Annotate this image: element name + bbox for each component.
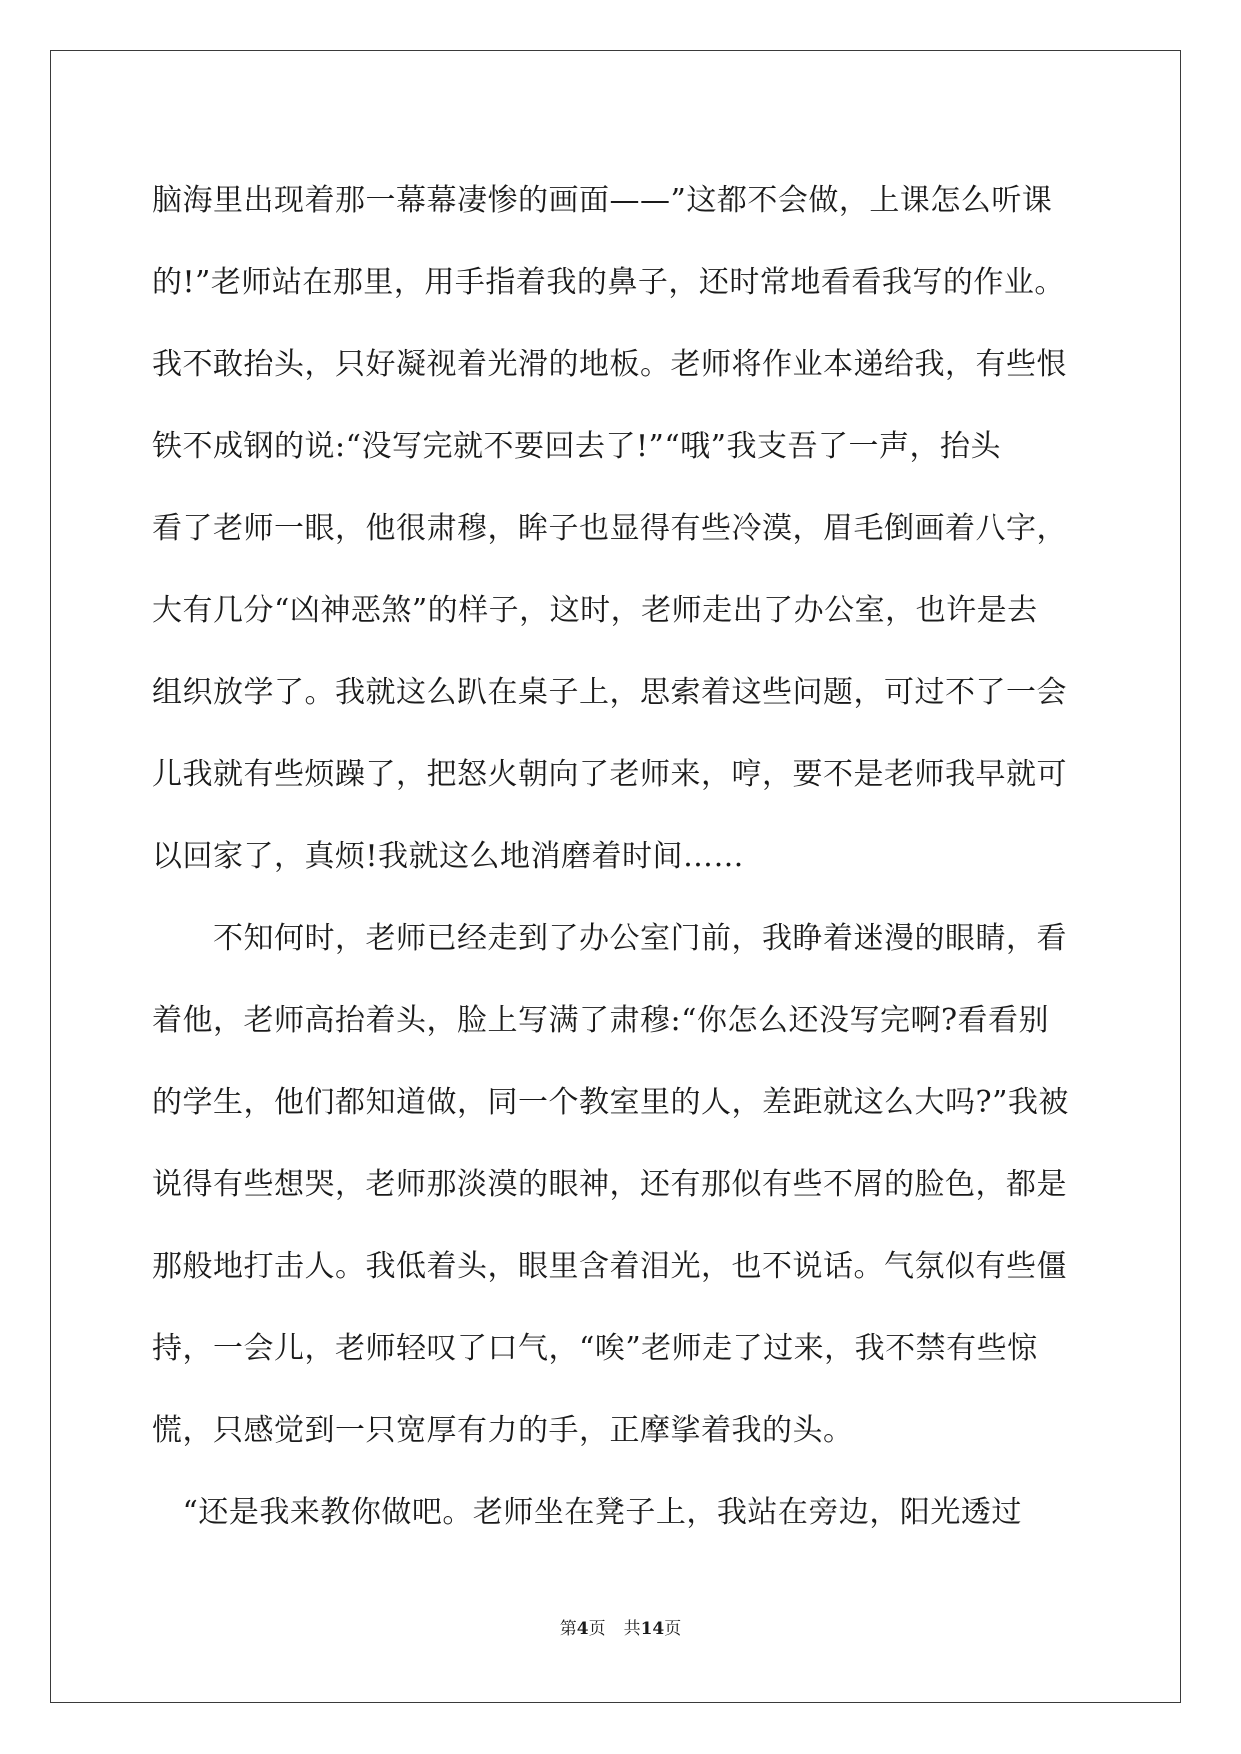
text-line: 持，一会儿，老师轻叹了口气，“唉”老师走了过来，我不禁有些惊: [152, 1331, 1038, 1366]
text-line: 说得有些想哭，老师那淡漠的眼神，还有那似有些不屑的脸色，都是: [152, 1167, 1067, 1202]
text-line: 铁不成钢的说:“没写完就不要回去了!”“哦”我支吾了一声，抬头: [152, 429, 1002, 464]
text-line: 慌，只感觉到一只宽厚有力的手，正摩挲着我的头。: [152, 1413, 854, 1448]
text-line: 脑海里出现着那一幕幕凄惨的画面——”这都不会做，上课怎么听课: [152, 183, 1053, 218]
text-line: 的学生，他们都知道做，同一个教室里的人，差距就这么大吗?”我被: [152, 1085, 1069, 1120]
footer-prefix: 第: [559, 1619, 577, 1639]
text-line: 大有几分“凶神恶煞”的样子，这时，老师走出了办公室，也许是去: [152, 593, 1038, 628]
text-line: 我不敢抬头，只好凝视着光滑的地板。老师将作业本递给我，有些恨: [152, 347, 1067, 382]
text-line: 不知何时，老师已经走到了办公室门前，我睁着迷漫的眼睛，看: [152, 921, 1067, 956]
footer-page-unit: 页: [588, 1619, 606, 1639]
text-line: 的!”老师站在那里，用手指着我的鼻子，还时常地看看我写的作业。: [152, 265, 1065, 300]
text-line: 着他，老师高抬着头，脸上写满了肃穆:“你怎么还没写完啊?看看别: [152, 1003, 1050, 1038]
text-line: 组织放学了。我就这么趴在桌子上，思索着这些问题，可过不了一会: [152, 675, 1067, 710]
text-line: 以回家了，真烦!我就这么地消磨着时间……: [152, 839, 745, 874]
footer-total-prefix: 共: [623, 1619, 641, 1639]
text-line: 那般地打击人。我低着头，眼里含着泪光，也不说话。气氛似有些僵: [152, 1249, 1067, 1284]
current-page-number: 4: [576, 1619, 589, 1639]
text-line: 儿我就有些烦躁了，把怒火朝向了老师来，哼，要不是老师我早就可: [152, 757, 1067, 792]
text-line: 看了老师一眼，他很肃穆，眸子也显得有些冷漠，眉毛倒画着八字，: [152, 511, 1067, 546]
page-footer: [0, 1614, 1241, 1639]
body-text: [152, 160, 1092, 1554]
footer-total-unit: 页: [664, 1619, 682, 1639]
total-pages-number: 14: [640, 1619, 665, 1639]
text-line: “还是我来教你做吧。老师坐在凳子上，我站在旁边，阳光透过: [152, 1495, 1022, 1530]
